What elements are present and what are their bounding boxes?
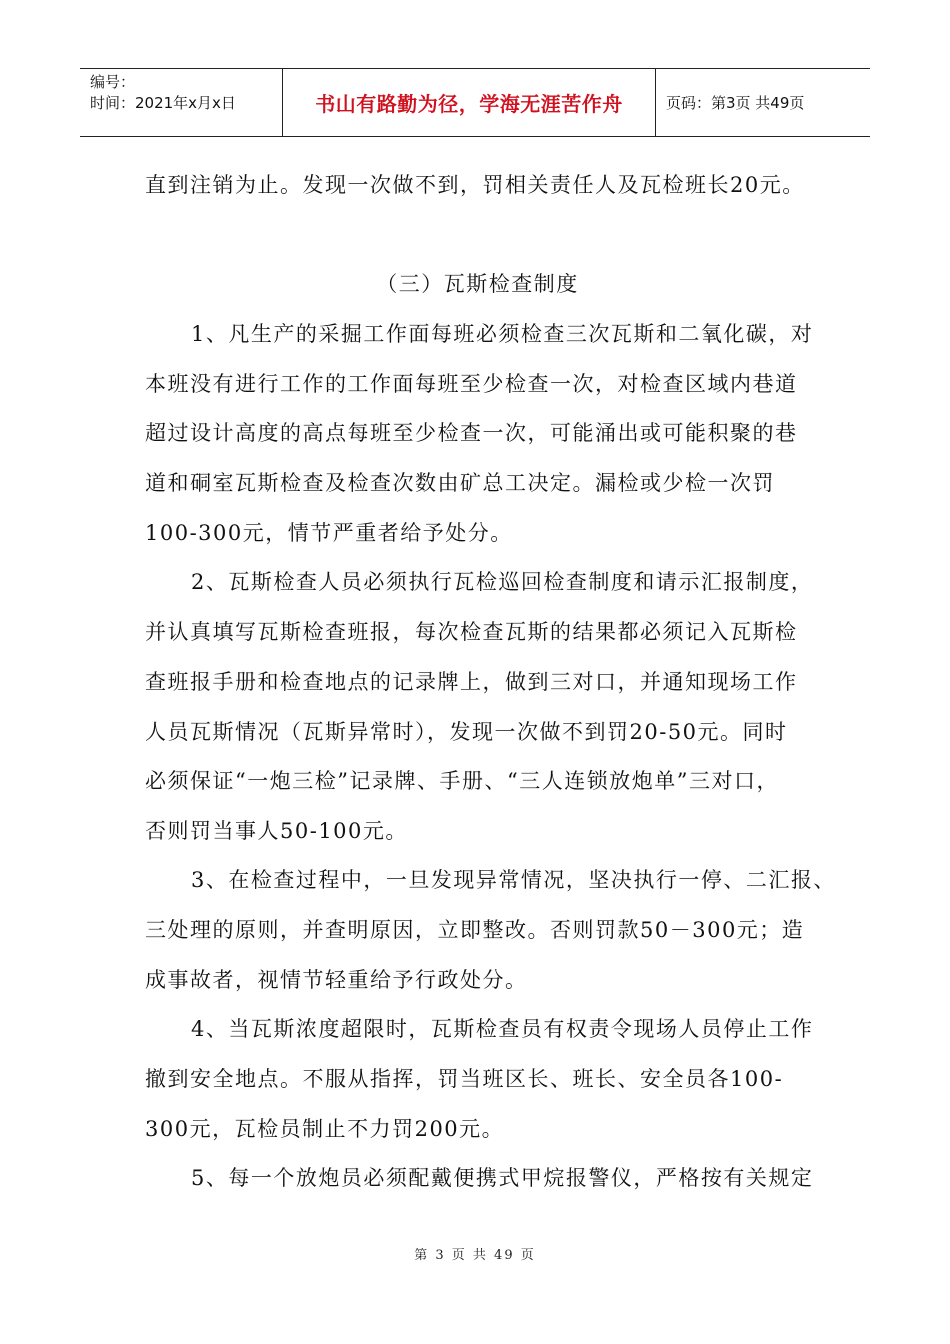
section-heading: （三）瓦斯检查制度	[376, 272, 579, 296]
body-line: 必须保证“一炮三检”记录牌、手册、“三人连锁放炮单”三对口，	[145, 769, 779, 793]
body-line: 4、当瓦斯浓度超限时，瓦斯检查员有权责令现场人员停止工作	[191, 1017, 814, 1041]
body-line: 并认真填写瓦斯检查班报，每次检查瓦斯的结果都必须记入瓦斯检	[145, 620, 798, 644]
body-line: 道和硐室瓦斯检查及检查次数由矿总工决定。漏检或少检一次罚	[145, 471, 775, 495]
body-line: 本班没有进行工作的工作面每班至少检查一次，对检查区域内巷道	[145, 372, 798, 396]
body-line: 否则罚当事人50-100元。	[145, 819, 408, 843]
body-line: 5、每一个放炮员必须配戴便携式甲烷报警仪，严格按有关规定	[191, 1166, 814, 1190]
body-line: 1、凡生产的采掘工作面每班必须检查三次瓦斯和二氧化碳，对	[191, 322, 814, 346]
body-line: 300元，瓦检员制止不力罚200元。	[145, 1117, 505, 1141]
body-line: 3、在检查过程中，一旦发现异常情况，坚决执行一停、二汇报、	[191, 868, 836, 892]
body-line: 三处理的原则，并查明原因，立即整改。否则罚款50－300元；造	[145, 918, 805, 942]
body-line: 直到注销为止。发现一次做不到，罚相关责任人及瓦检班长20元。	[145, 173, 805, 197]
body-line: 撤到安全地点。不服从指挥，罚当班区长、班长、安全员各100-	[145, 1067, 784, 1091]
body-line: 成事故者，视情节轻重给予行政处分。	[145, 968, 528, 992]
body-line: 查班报手册和检查地点的记录牌上，做到三对口，并通知现场工作	[145, 670, 798, 694]
body-line: 100-300元，情节严重者给予处分。	[145, 521, 513, 545]
header-meta	[80, 69, 283, 136]
page-footer: 第 3 页 共 49 页	[414, 1248, 536, 1263]
header-page-info: 页码：第3页 共49页	[666, 94, 805, 112]
body-line: 人员瓦斯情况（瓦斯异常时），发现一次做不到罚20-50元。同时	[145, 720, 788, 744]
document-header	[80, 68, 870, 137]
body-line: 超过设计高度的高点每班至少检查一次，可能涌出或可能积聚的巷	[145, 421, 798, 445]
header-motto: 书山有路勤为径，学海无涯苦作舟	[283, 69, 656, 136]
body-line: 2、瓦斯检查人员必须执行瓦检巡回检查制度和请示汇报制度，	[191, 570, 814, 594]
document-number-label: 编号：	[90, 73, 136, 91]
document-date: 时间：2021年x月x日	[90, 94, 236, 112]
